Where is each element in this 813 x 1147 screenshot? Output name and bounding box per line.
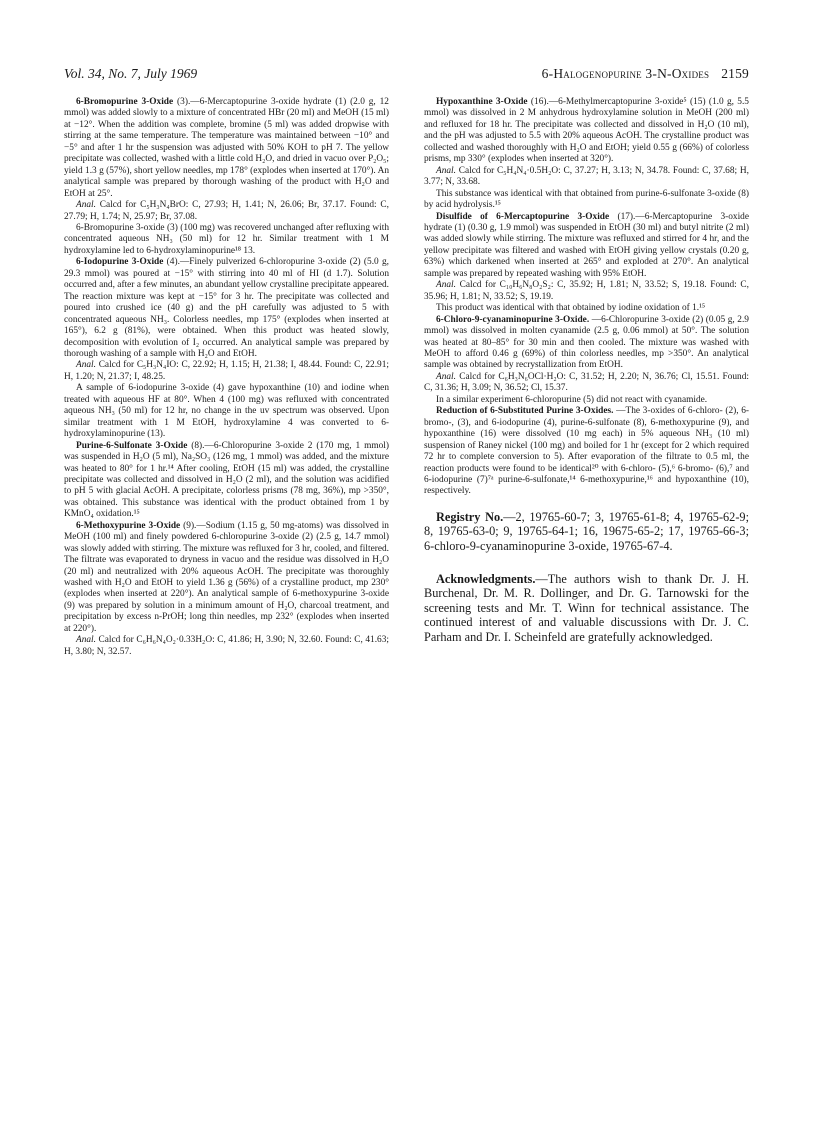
analysis-label: Anal.	[436, 165, 456, 176]
paragraph-text: (17).—6-Mercaptopurine 3-oxide hydrate (1) (0.30 g, 1.9 mmol) was suspended in EtOH (30 ml) and butyl nitrite (2 ml) was added slowly while stirring. The mixture was refluxed and stirred for 4 hr, and the yellow precipitate was filtered and washed with EtOH giving yellow crystals (0.20 g, 63%) which darkened when inserted at 265° and exploded at 270°. An analytical sample was prepared by repeated washing with 95% EtOH.	[424, 211, 749, 279]
section-heading: Purine-6-Sulfonate 3-Oxide	[76, 440, 188, 451]
paragraph	[424, 372, 749, 395]
running-title	[542, 66, 749, 82]
paragraph-text: Calcd for C₅H₄N₄·0.5H₂O: C, 37.27; H, 3.13; N, 34.78. Found: C, 37.68; H, 3.77; N, 33.68.	[424, 165, 749, 188]
registry-heading: Registry No.	[436, 509, 504, 524]
paragraph-text: 6-Bromopurine 3-oxide (3) (100 mg) was recovered unchanged after refluxing with concentrated aqueous NH₃ (50 ml) for 12 hr. Similar treatment with 1 M hydroxylamine led to 6-hydroxylaminopurine¹⁸ 13.	[64, 222, 389, 256]
acknowledgments-heading: Acknowledgments.	[436, 571, 536, 586]
paragraph	[424, 280, 749, 303]
paragraph-text: —6-Chloropurine 3-oxide (2) (0.05 g, 2.9 mmol) was dissolved in molten cyanamide (2.5 g, 0.06 mmol) at 50°. The solution was heated at 80–85° for 30 min and then cooled. The mixture was washed with MeOH to afford 0.46 g (69%) of thin colorless needles, mp >350°. An analytical sample was obtained by recrystallization from EtOH.	[424, 314, 749, 371]
paragraph-text: Calcd for C₆H₃N₆OCl·H₂O: C, 31.52; H, 2.20; N, 36.76; Cl, 15.51. Found: C, 31.36; H, 3.09; N, 36.52; Cl, 15.37.	[424, 371, 749, 394]
page-number: 2159	[721, 66, 749, 81]
paragraph	[64, 441, 389, 521]
acknowledgments-text: —The authors wish to thank Dr. J. H. Burchenal, Dr. M. R. Dollinger, and Dr. G. Tarnowski for the screening tests and Mr. T. Winn for technical assistance. The continued interest of and valuable discussions with Dr. J. C. Parham and Dr. I. Scheinfeld are gratefully acknowledged.	[424, 571, 749, 645]
paragraph-text: (16).—6-Methylmercaptopurine 3-oxide⁵ (15) (1.0 g, 5.5 mmol) was dissolved in 2 M anhydrous hydroxylamine solution in MeOH (200 ml) and refluxed for 18 hr. The precipitate was collected and dissolved in H₂O (10 ml), and the pH was adjusted to 5.5 with 20% aqueous AcOH. The crystalline product was collected and washed thoroughly with H₂O and EtOH; yield 0.55 g (66%) of colorless prisms, mp 330° (explodes when inserted at 320°).	[424, 97, 749, 165]
acknowledgments	[424, 572, 749, 645]
section-heading: Hypoxanthine 3-Oxide	[436, 97, 528, 107]
paragraph-text: (3).—6-Mercaptopurine 3-oxide hydrate (1) (2.0 g, 12 mmol) was added slowly to a mixture of concentrated HBr (20 ml) and MeOH (15 ml) at −12°. When the addition was complete, bromine (5 ml) was added dropwise with stirring at the same temperature. The temperature was maintained between −10° and −5° and after 1 hr the suspension was adjusted with 50% KOH to pH 7. The yellow precipitate was collected, washed with a little cold H₂O, and dried in vacuo over P₂O₅; yield 1.3 g (57%), short yellow needles, mp 178° (explodes when inserted at 170°). An analytical sample was prepared by thorough washing of the product with H₂O and EtOH at 25°.	[64, 97, 389, 199]
paragraph	[64, 383, 389, 440]
paragraph	[424, 97, 749, 166]
running-head	[64, 66, 749, 84]
section-heading: 6-Chloro-9-cyanaminopurine 3-Oxide.	[436, 314, 590, 325]
paragraph	[424, 166, 749, 189]
analysis-label: Anal.	[76, 635, 96, 646]
section-heading: 6-Methoxypurine 3-Oxide	[76, 520, 181, 531]
running-title-text: 6-Halogenopurine 3-N-Oxides	[541, 66, 710, 81]
paragraph	[424, 395, 749, 406]
paragraph	[424, 189, 749, 212]
analysis-label: Anal.	[76, 200, 96, 211]
paragraph	[64, 200, 389, 223]
analysis-label: Anal.	[436, 371, 456, 382]
section-heading: Reduction of 6-Substituted Purine 3-Oxides.	[436, 406, 614, 417]
section-heading: Disulfide of 6-Mercaptopurine 3-Oxide	[436, 211, 610, 222]
paragraph-text: Calcd for C₅H₃N₄BrO: C, 27.93; H, 1.41; N, 26.06; Br, 37.17. Found: C, 27.79; H, 1.74; N, 25.97; Br, 37.08.	[64, 200, 389, 222]
paragraph	[64, 635, 389, 658]
paragraph-text: —The 3-oxides of 6-chloro- (2), 6-bromo-, (3), and 6-iodopurine (4), purine-6-sulfonate (8), 6-methoxypurine (9), and hypoxanthine (16) were dissolved (10 mg each) in 5% aqueous NH₃ (10 ml) suspension of Raney nickel (100 mg) and boiled for 1 hr (except for 2 which required 72 hr to complete conversion to 5). After evaporation of the filtrate to 0.5 ml, the reaction products were found to be identical²⁰ with 6-chloro- (5),⁶ 6-bromo- (6),⁷ and 6-iodopurine (7)⁷ᵃ purine-6-sulfonate,¹⁴ 6-methoxypurine,¹⁶ and hypoxanthine (10), respectively.	[424, 406, 750, 497]
paragraph	[64, 257, 389, 360]
paragraph-text: (8).—6-Chloropurine 3-oxide 2 (170 mg, 1 mmol) was suspended in H₂O (5 ml), Na₂SO₃ (126 mg, 1 mmol) was added, and the mixture was heated to 80° for 1 hr.¹⁴ After cooling, EtOH (15 ml) was added, the crystalline precipitate was collected and dissolved in H₂O (2 ml), and the solution was acidified to pH 5 with glacial AcOH. A precipitate, colorless prisms (78 mg, 36%), mp >350°, was obtained. This substance was identical with the product obtained from 1 by KMnO₄ oxidation.¹⁵	[64, 440, 389, 520]
analysis-label: Anal.	[76, 360, 96, 371]
paragraph	[64, 97, 389, 200]
paragraph-text: This product was identical with that obtained by iodine oxidation of 1.¹⁵	[436, 303, 706, 314]
paragraph	[64, 521, 389, 636]
left-column	[64, 97, 389, 658]
paragraph	[424, 315, 749, 372]
paragraph	[424, 303, 749, 314]
paragraph	[64, 223, 389, 257]
paragraph-text: This substance was identical with that obtained from purine-6-sulfonate 3-oxide (8) by acid hydrolysis.¹⁵	[424, 188, 749, 211]
paragraph-text: (9).—Sodium (1.15 g, 50 mg-atoms) was dissolved in MeOH (100 ml) and finely powdered 6-chloropurine 3-oxide (2) (2.5 g, 14.7 mmol) was slowly added with stirring. The mixture was refluxed for 3 hr, cooled, and filtered. The filtrate was evaporated to dryness in vacuo and the residue was dissolved in H₂O (20 ml) and neutralized with 20% aqueous AcOH. The precipitate was thoroughly washed with H₂O and EtOH to yield 1.36 g (56%) of a crystalline product, mp 230° (explodes when inserted at 220°). An analytical sample of 6-methoxypurine 3-oxide (9) was prepared by solution in a minimum amount of H₂O, charcoal treatment, and precipitation by excess n-PrOH; long thin needles, mp 232° (explodes when inserted at 220°).	[64, 520, 389, 634]
paragraph	[424, 406, 749, 498]
paragraph-text: Calcd for C₆H₆N₄O₂·0.33H₂O: C, 41.86; H, 3.90; N, 32.60. Found: C, 41.63; H, 3.80; N, 32.57.	[64, 635, 389, 657]
paragraph-text: (4).—Finely pulverized 6-chloropurine 3-oxide (2) (5.0 g, 29.3 mmol) was poured at −15° with stirring into 40 ml of HI (d 1.7). Solution occurred and, after a few minutes, an abundant yellow crystalline precipitate appeared. The reaction mixture was kept at −15° for 3 hr. The precipitate was collected and poured into crushed ice (40 g) and the pH carefully was adjusted to 5 with concentrated aqueous NH₃. Colorless needles, mp 175° (explodes when inserted at 165°), 6.2 g (81%), were obtained. When this product was heated slowly, decomposition with evolution of I₂ occurred. An analytical sample was prepared by thorough washing of a sample with H₂O and EtOH.	[64, 257, 389, 359]
paragraph-text: Calcd for C₅H₃N₄IO: C, 22.92; H, 1.15; H, 21.38; I, 48.44. Found: C, 22.91; H, 1.20; N, 21.37; I, 48.25.	[64, 360, 389, 382]
paragraph-text: A sample of 6-iodopurine 3-oxide (4) gave hypoxanthine (10) and iodine when treated with aqueous HF at 80°. When 4 (100 mg) was refluxed with concentrated aqueous NH₃ (50 ml) for 12 hr, no change in the uv spectrum was observed. Upon similar treatment with 1 M EtOH, hydroxylamine 4 was converted to 6-hydroxylaminopurine (13).	[64, 383, 389, 440]
right-column-paragraphs	[424, 97, 749, 498]
paragraph	[64, 360, 389, 383]
analysis-label: Anal.	[436, 280, 456, 291]
paragraph-text: Calcd for C₁₀H₆N₈O₂S₂: C, 35.92; H, 1.81; N, 33.52; S, 19.18. Found: C, 35.96; H, 1.81; N, 33.52; S, 19.19.	[424, 280, 749, 302]
right-column	[424, 97, 749, 645]
section-heading: 6-Iodopurine 3-Oxide	[76, 257, 164, 268]
paragraph	[424, 212, 749, 281]
registry-text: —2, 19765-60-7; 3, 19765-61-8; 4, 19765-62-9; 8, 19765-63-0; 9, 19765-64-1; 16, 19675-65-2; 17, 19765-66-3; 6-chloro-9-cyanaminopurine 3-oxide, 19765-67-4.	[424, 509, 749, 554]
journal-volume-issue: Vol. 34, No. 7, July 1969	[64, 66, 198, 81]
paragraph-text: In a similar experiment 6-chloropurine (5) did not react with cyanamide.	[436, 394, 708, 405]
registry-numbers	[424, 510, 749, 554]
section-heading: 6-Bromopurine 3-Oxide	[76, 97, 174, 107]
